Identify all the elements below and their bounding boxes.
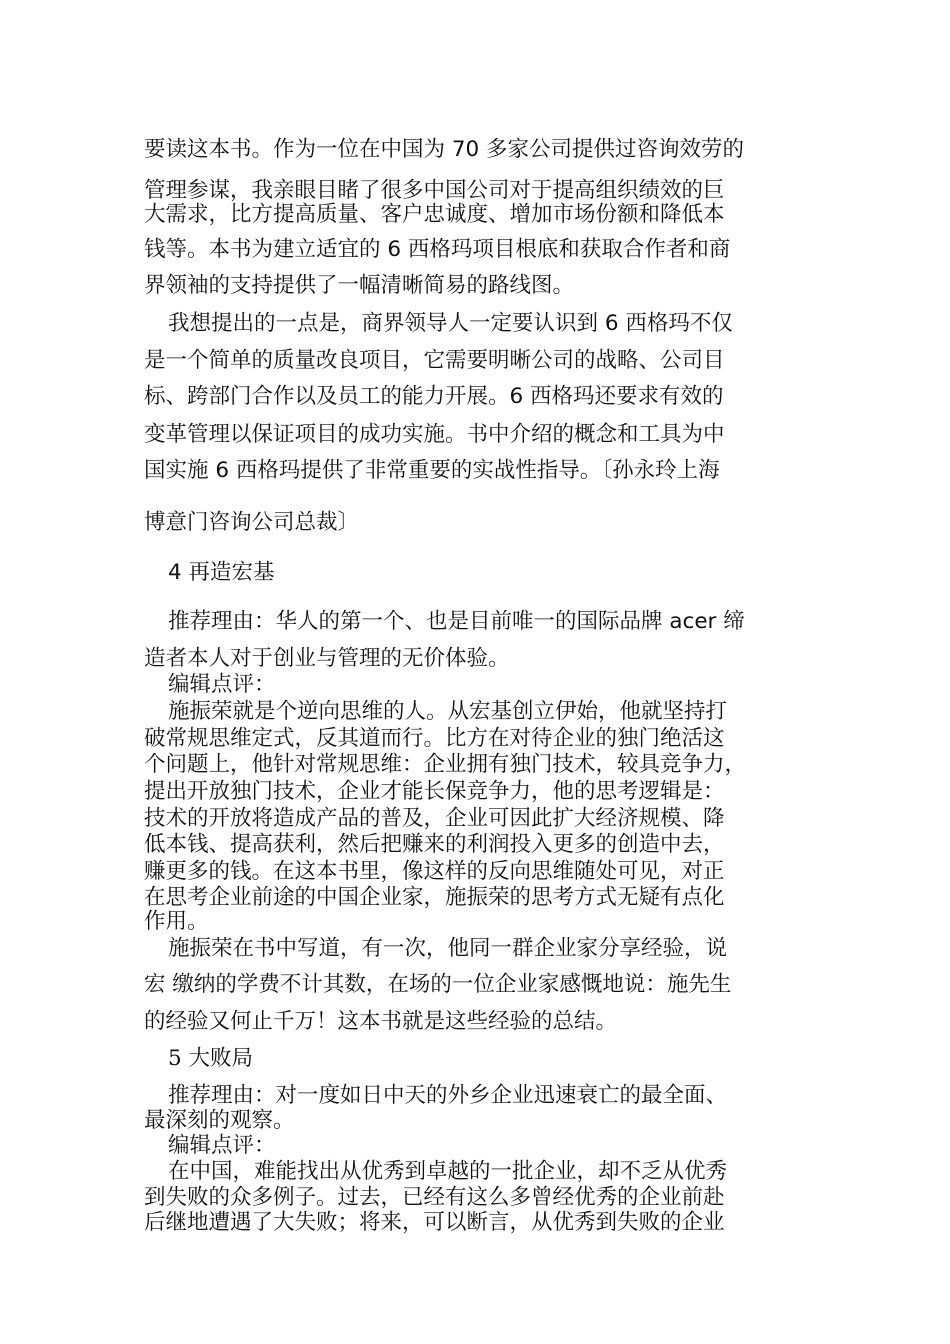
text-line: 破常规思维定式，反其道而行。比方在对待企业的独门绝活这 — [144, 726, 725, 751]
text-line: 变革管理以保证项目的成功实施。书中介绍的概念和工具为中 — [144, 422, 725, 447]
text-line: 的经验又何止千万！这本书就是这些经验的总结。 — [144, 1009, 618, 1034]
text-line: 标、跨部门合作以及员工的能力开展。6 西格玛还要求有效的 — [144, 384, 724, 409]
text-line: 提出开放独门技术，企业才能长保竞争力，他的思考逻辑是： — [144, 779, 725, 804]
text-line: 施振荣就是个逆向思维的人。从宏基创立伊始，他就坚持打 — [168, 699, 728, 724]
section-heading: 4 再造宏基 — [168, 560, 275, 585]
text-line: 宏 缴纳的学费不计其数，在场的一位企业家感慨地说：施先生 — [144, 972, 732, 997]
text-line: 造者本人对于创业与管理的无价体验。 — [144, 646, 510, 671]
text-line: 到失败的众多例子。过去，已经有这么多曾经优秀的企业前赴 — [144, 1185, 725, 1210]
text-line: 技术的开放将造成产品的普及，企业可因此扩大经济规模、降 — [144, 806, 725, 831]
text-line: 最深刻的观察。 — [144, 1108, 295, 1133]
text-line: 要读这本书。作为一位在中国为 70 多家公司提供过咨询效劳的 — [144, 137, 745, 162]
text-line: 是一个简单的质量改良项目，它需要明晰公司的战略、公司目 — [144, 348, 725, 373]
text-line: 界领袖的支持提供了一幅清晰简易的路线图。 — [144, 273, 575, 298]
text-line: 赚更多的钱。在这本书里，像这样的反向思维随处可见，对正 — [144, 859, 725, 884]
text-line: 推荐理由：华人的第一个、也是目前唯一的国际品牌 acer 缔 — [168, 609, 745, 634]
text-line: 编辑点评： — [168, 672, 276, 697]
text-line: 低本钱、提高获利，然后把赚来的利润投入更多的创造中去， — [144, 832, 725, 857]
text-line: 博意门咨询公司总裁〕 — [144, 510, 360, 535]
text-line: 大需求，比方提高质量、客户忠诚度、增加市场份额和降低本 — [144, 202, 725, 227]
text-line: 我想提出的一点是，商界领导人一定要认识到 6 西格玛不仅 — [168, 311, 733, 336]
text-line: 钱等。本书为建立适宜的 6 西格玛项目根底和获取合作者和商 — [144, 237, 731, 262]
text-line: 施振荣在书中写道，有一次，他同一群企业家分享经验，说 — [168, 936, 728, 961]
text-line: 推荐理由：对一度如日中天的外乡企业迅速衰亡的最全面、 — [168, 1083, 728, 1108]
text-line: 管理参谋，我亲眼目睹了很多中国公司对于提高组织绩效的巨 — [144, 178, 725, 203]
text-line: 在思考企业前途的中国企业家，施振荣的思考方式无疑有点化 — [144, 885, 725, 910]
text-line: 国实施 6 西格玛提供了非常重要的实战性指导。〔孙永玲上海 — [144, 458, 720, 483]
text-line: 作用。 — [144, 909, 209, 934]
text-line: 编辑点评： — [168, 1133, 276, 1158]
text-line: 后继地遭遇了大失败；将来，可以断言，从优秀到失败的企业 — [144, 1210, 725, 1235]
text-line: 个问题上，他针对常规思维：企业拥有独门技术，较具竞争力， — [144, 752, 747, 777]
text-line: 在中国，难能找出从优秀到卓越的一批企业，却不乏从优秀 — [168, 1159, 728, 1184]
section-heading: 5 大败局 — [168, 1046, 254, 1071]
